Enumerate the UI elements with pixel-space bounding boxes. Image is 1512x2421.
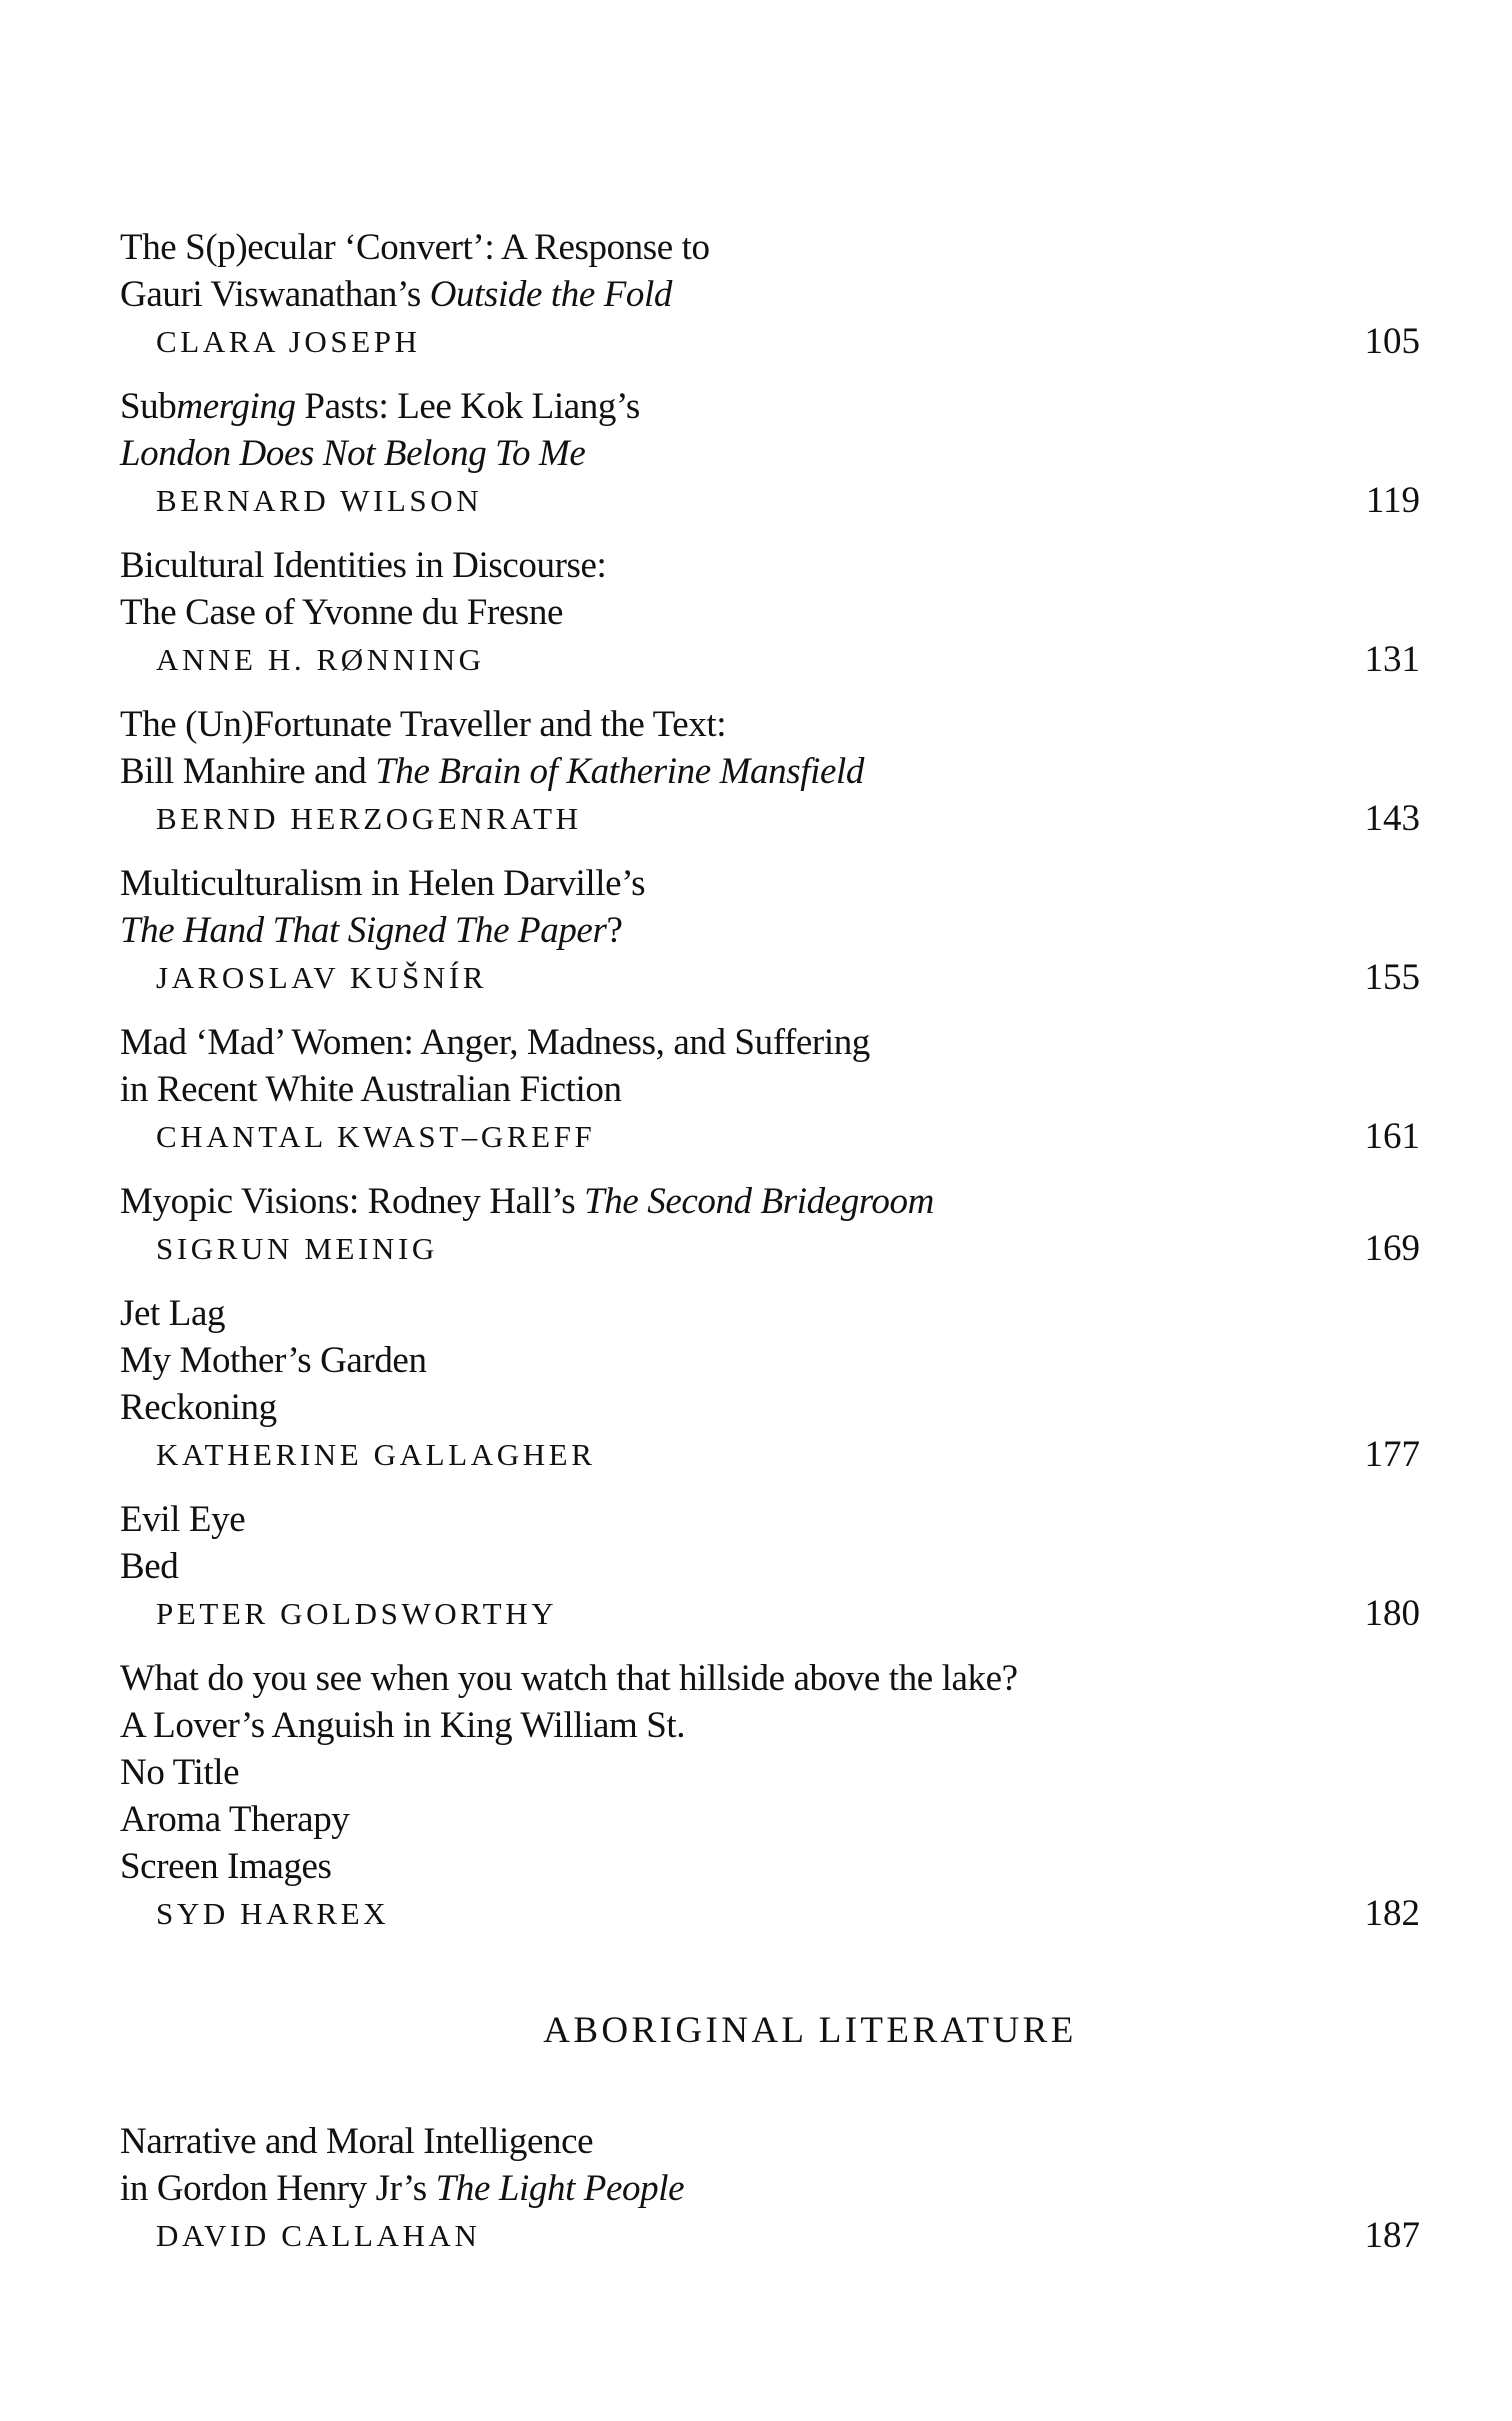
page-number: 177 [1364, 1434, 1420, 1475]
title-segment: What do you see when you watch that hillside above the lake? [120, 1658, 1018, 1699]
title-segment: Aroma Therapy [120, 1799, 350, 1840]
entry-title-line [120, 1178, 1420, 1225]
title-segment: ? [606, 910, 623, 951]
table-of-contents [120, 224, 1420, 2277]
toc-entry [120, 1019, 1420, 1160]
toc-entry [120, 542, 1420, 683]
page-number: 143 [1364, 798, 1420, 839]
author-row [120, 1590, 1420, 1637]
toc-entry [120, 1496, 1420, 1637]
author-row [120, 795, 1420, 842]
entry-title-line [120, 383, 1420, 430]
author-name: CLARA JOSEPH [156, 324, 421, 359]
author-row [120, 2212, 1420, 2259]
entry-title-line [120, 2165, 1420, 2212]
section-heading [120, 2007, 1460, 2054]
section-entries [120, 2118, 1420, 2259]
title-segment: Gauri Viswanathan’s [120, 274, 430, 315]
entry-title-line [120, 1019, 1420, 1066]
title-segment: The (Un)Fortunate Traveller and the Text: [120, 704, 727, 745]
title-segment: Narrative and Moral Intelligence [120, 2121, 594, 2162]
title-segment: No Title [120, 1752, 240, 1793]
toc-entry [120, 1290, 1420, 1478]
title-italic-segment: London Does Not Belong To Me [120, 433, 586, 474]
entry-title-line [120, 1496, 1420, 1543]
entry-title-line [120, 701, 1420, 748]
page-number: 119 [1365, 480, 1420, 521]
author-row [120, 1113, 1420, 1160]
entry-title-line [120, 271, 1420, 318]
title-segment: Multiculturalism in Helen Darville’s [120, 863, 646, 904]
author-row [120, 1431, 1420, 1478]
entry-title-line [120, 589, 1420, 636]
entry-title-line [120, 1702, 1420, 1749]
entry-title-line [120, 907, 1420, 954]
title-segment: Bicultural Identities in Discourse: [120, 545, 607, 586]
author-row [120, 477, 1420, 524]
page-number: 105 [1364, 321, 1420, 362]
title-segment: My Mother’s Garden [120, 1340, 427, 1381]
title-segment: Sub [120, 386, 177, 427]
author-name: SIGRUN MEINIG [156, 1231, 438, 1266]
entry-title-line [120, 2118, 1420, 2165]
entry-title-line [120, 1843, 1420, 1890]
page-number: 182 [1364, 1893, 1420, 1934]
title-italic-segment: The Brain of Katherine Mansfield [375, 751, 864, 792]
title-segment: Mad ‘Mad’ Women: Anger, Madness, and Suffering [120, 1022, 870, 1063]
author-name: SYD HARREX [156, 1896, 390, 1931]
title-italic-segment: Outside the Fold [429, 274, 672, 315]
toc-entry [120, 701, 1420, 842]
author-name: DAVID CALLAHAN [156, 2218, 481, 2253]
entry-title-line [120, 1066, 1420, 1113]
author-name: BERNARD WILSON [156, 483, 483, 518]
page-number: 187 [1364, 2215, 1420, 2256]
page-number: 155 [1364, 957, 1420, 998]
title-segment: The Case of Yvonne du Fresne [120, 592, 564, 633]
page-number: 161 [1364, 1116, 1420, 1157]
title-segment: Reckoning [120, 1387, 277, 1428]
entry-title-line [120, 860, 1420, 907]
entry-title-line [120, 748, 1420, 795]
title-segment: Myopic Visions: Rodney Hall’s [120, 1181, 585, 1222]
toc-entry [120, 860, 1420, 1001]
author-row [120, 1225, 1420, 1272]
title-segment: Jet Lag [120, 1293, 226, 1334]
page-number: 169 [1364, 1228, 1420, 1269]
entry-title-line [120, 1796, 1420, 1843]
entry-title-line [120, 224, 1420, 271]
author-row [120, 318, 1420, 365]
toc-entries [120, 224, 1420, 1937]
author-name: CHANTAL KWAST–GREFF [156, 1119, 596, 1154]
entry-title-line [120, 1290, 1420, 1337]
author-row [120, 1890, 1420, 1937]
author-name: BERND HERZOGENRATH [156, 801, 582, 836]
title-italic-segment: The Light People [435, 2168, 685, 2209]
entry-title-line [120, 1543, 1420, 1590]
toc-entry [120, 1655, 1420, 1937]
title-italic-segment: merging [176, 386, 296, 427]
title-segment: Bill Manhire and [120, 751, 376, 792]
title-segment: in Gordon Henry Jr’s [120, 2168, 436, 2209]
author-name: JAROSLAV KUŠNÍR [156, 960, 488, 995]
toc-entry [120, 2118, 1420, 2259]
author-name: KATHERINE GALLAGHER [156, 1437, 596, 1472]
author-name: PETER GOLDSWORTHY [156, 1596, 558, 1631]
title-italic-segment: The Hand That Signed The Paper [120, 910, 607, 951]
title-segment: The S(p)ecular ‘Convert’: A Response to [120, 227, 710, 268]
author-row [120, 636, 1420, 683]
page-number: 131 [1364, 639, 1420, 680]
entry-title-line [120, 430, 1420, 477]
entry-title-line [120, 542, 1420, 589]
entry-title-line [120, 1655, 1420, 1702]
title-segment: Bed [120, 1546, 179, 1587]
section-heading-text: ABORIGINAL LITERATURE [543, 2010, 1077, 2051]
author-name: ANNE H. RØNNING [156, 642, 485, 677]
author-row [120, 954, 1420, 1001]
toc-entry [120, 1178, 1420, 1272]
entry-title-line [120, 1384, 1420, 1431]
title-segment: Screen Images [120, 1846, 332, 1887]
title-segment: Evil Eye [120, 1499, 246, 1540]
title-segment: in Recent White Australian Fiction [120, 1069, 622, 1110]
title-italic-segment: The Second Bridegroom [584, 1181, 934, 1222]
toc-entry [120, 224, 1420, 365]
entry-title-line [120, 1337, 1420, 1384]
title-segment: Pasts: Lee Kok Liang’s [295, 386, 640, 427]
toc-entry [120, 383, 1420, 524]
page-number: 180 [1364, 1593, 1420, 1634]
entry-title-line [120, 1749, 1420, 1796]
title-segment: A Lover’s Anguish in King William St. [120, 1705, 686, 1746]
